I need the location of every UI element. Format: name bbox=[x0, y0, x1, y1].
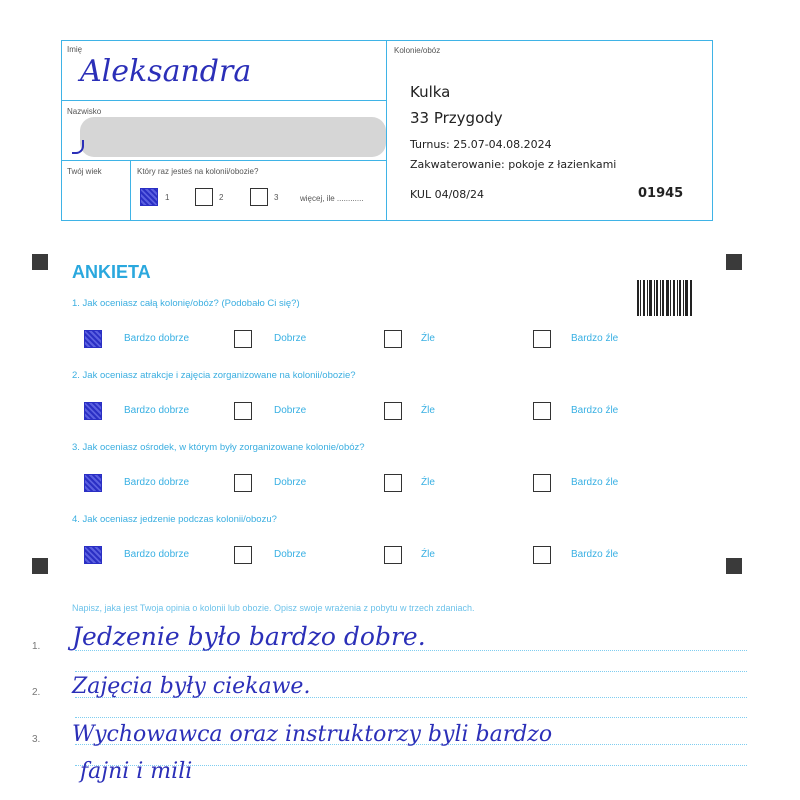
camp-name: Kulka bbox=[410, 83, 451, 101]
opinion-answer-4[interactable]: fajni i mili bbox=[80, 759, 193, 784]
kolonie-label: Kolonie/obóz bbox=[394, 46, 441, 55]
barcode bbox=[637, 280, 692, 316]
question-3-checkbox-1[interactable] bbox=[84, 474, 102, 492]
question-2-option-label: Dobrze bbox=[274, 405, 307, 416]
opinion-prompt: Napisz, jaka jest Twoja opinia o kolonii lub obozie. Opisz swoje wrażenia z pobytu w trzech zdaniach. bbox=[72, 603, 475, 613]
divider bbox=[61, 100, 387, 101]
registration-marker-top-right bbox=[726, 254, 742, 270]
opinion-answer-2[interactable]: Zajęcia były ciekawe. bbox=[72, 674, 311, 699]
ktory-raz-option-2: 2 bbox=[219, 193, 224, 202]
question-1-option-label: Dobrze bbox=[274, 333, 307, 344]
opinion-answer-3[interactable]: Wychowawca oraz instruktorzy byli bardzo bbox=[72, 722, 553, 747]
twoj-wiek-label: Twój wiek bbox=[67, 167, 102, 176]
form-number: 01945 bbox=[638, 186, 684, 201]
question-3-option-label: Dobrze bbox=[274, 477, 307, 488]
question-1-checkbox-1[interactable] bbox=[84, 330, 102, 348]
question-4-option-label: Dobrze bbox=[274, 549, 307, 560]
ktory-raz-checkbox-2[interactable] bbox=[195, 188, 213, 206]
registration-marker-top-left bbox=[32, 254, 48, 270]
imie-label: Imię bbox=[67, 45, 83, 54]
question-2-option-label: Źle bbox=[421, 405, 435, 416]
writing-line bbox=[75, 671, 747, 672]
question-3-checkbox-3[interactable] bbox=[384, 474, 402, 492]
ktory-raz-checkbox-3[interactable] bbox=[250, 188, 268, 206]
question-4-option-label: Bardzo źle bbox=[571, 549, 619, 560]
ktory-raz-option-3: 3 bbox=[274, 193, 279, 202]
line-number-3: 3. bbox=[32, 734, 41, 745]
opinion-answer-1[interactable]: Jedzenie było bardzo dobre. bbox=[72, 622, 426, 651]
registration-marker-mid-right bbox=[726, 558, 742, 574]
question-4-option-label: Źle bbox=[421, 549, 435, 560]
camp-title: 33 Przygody bbox=[410, 109, 503, 127]
question-3-option-label: Bardzo źle bbox=[571, 477, 619, 488]
ktory-raz-checkbox-1[interactable] bbox=[140, 188, 158, 206]
question-2-checkbox-1[interactable] bbox=[84, 402, 102, 420]
question-4-checkbox-1[interactable] bbox=[84, 546, 102, 564]
question-2-text: 2. Jak oceniasz atrakcje i zajęcia zorganizowane na kolonii/obozie? bbox=[72, 370, 356, 381]
line-number-2: 2. bbox=[32, 687, 41, 698]
survey-title: ANKIETA bbox=[72, 262, 151, 282]
question-2-checkbox-4[interactable] bbox=[533, 402, 551, 420]
ktory-raz-option-1: 1 bbox=[165, 193, 170, 202]
nazwisko-redacted bbox=[80, 117, 386, 157]
question-1-checkbox-4[interactable] bbox=[533, 330, 551, 348]
question-3-text: 3. Jak oceniasz ośrodek, w którym były zorganizowane kolonie/obóz? bbox=[72, 442, 365, 453]
question-2-option-label: Bardzo dobrze bbox=[124, 405, 190, 416]
writing-line bbox=[75, 717, 747, 718]
question-2-option-label: Bardzo źle bbox=[571, 405, 619, 416]
imie-value[interactable]: Aleksandra bbox=[80, 54, 252, 89]
question-4-text: 4. Jak oceniasz jedzenie podczas kolonii/obozu? bbox=[72, 514, 277, 525]
camp-code: KUL 04/08/24 bbox=[410, 188, 484, 201]
question-3-checkbox-4[interactable] bbox=[533, 474, 551, 492]
question-2-checkbox-2[interactable] bbox=[234, 402, 252, 420]
question-4-checkbox-4[interactable] bbox=[533, 546, 551, 564]
question-1-option-label: Źle bbox=[421, 333, 435, 344]
ktory-raz-option-more: więcej, ile ............ bbox=[300, 194, 364, 203]
divider bbox=[130, 160, 131, 220]
question-3-option-label: Źle bbox=[421, 477, 435, 488]
question-1-option-label: Bardzo dobrze bbox=[124, 333, 190, 344]
question-1-checkbox-2[interactable] bbox=[234, 330, 252, 348]
nazwisko-label: Nazwisko bbox=[67, 107, 102, 116]
ktory-raz-label: Który raz jesteś na kolonii/obozie? bbox=[137, 167, 259, 176]
divider bbox=[61, 160, 387, 161]
zakwaterowanie: Zakwaterowanie: pokoje z łazienkami bbox=[410, 158, 617, 171]
question-2-checkbox-3[interactable] bbox=[384, 402, 402, 420]
line-number-1: 1. bbox=[32, 641, 41, 652]
question-4-checkbox-2[interactable] bbox=[234, 546, 252, 564]
question-1-option-label: Bardzo źle bbox=[571, 333, 619, 344]
question-1-checkbox-3[interactable] bbox=[384, 330, 402, 348]
registration-marker-mid-left bbox=[32, 558, 48, 574]
question-4-checkbox-3[interactable] bbox=[384, 546, 402, 564]
question-3-option-label: Bardzo dobrze bbox=[124, 477, 190, 488]
question-4-option-label: Bardzo dobrze bbox=[124, 549, 190, 560]
question-3-checkbox-2[interactable] bbox=[234, 474, 252, 492]
turnus: Turnus: 25.07-04.08.2024 bbox=[410, 138, 552, 151]
question-1-text: 1. Jak oceniasz całą kolonię/obóz? (Podobało Ci się?) bbox=[72, 298, 300, 309]
